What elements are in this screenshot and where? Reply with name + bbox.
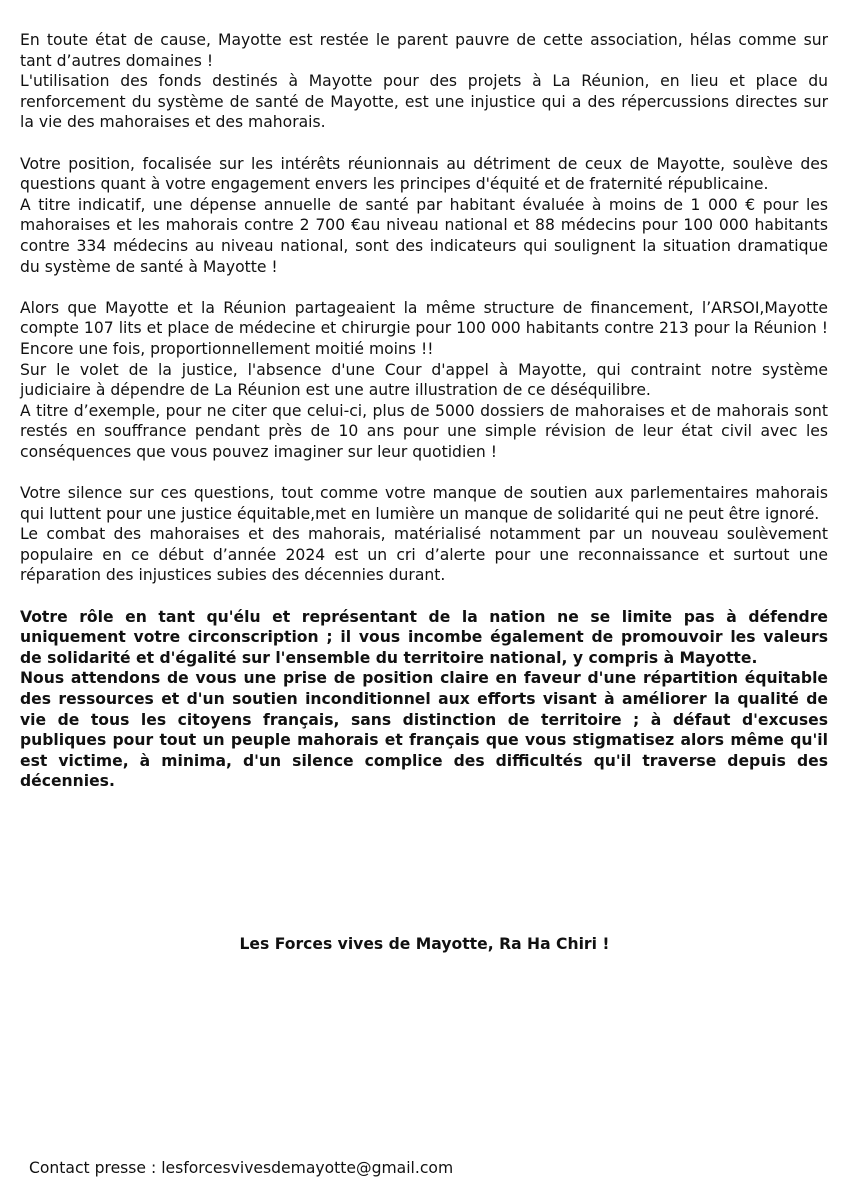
paragraph: A titre d’exemple, pour ne citer que celui-ci, plus de 5000 dossiers de mahoraises et de mahorais sont restés en souffrance pendant près de 10 ans pour une simple révision de leur état civil avec les conséquences que vous pouvez imaginer sur leur quotidien ! xyxy=(20,401,828,461)
paragraph: Votre silence sur ces questions, tout comme votre manque de soutien aux parlementaires mahorais qui luttent pour une justice équitable,met en lumière un manque de solidarité qui ne peut être ignoré. xyxy=(20,484,828,523)
bold-conclusion xyxy=(20,607,828,792)
paragraph: Votre position, focalisée sur les intérêts réunionnais au détriment de ceux de Mayotte, soulève des questions quant à votre engagement envers les principes d'équité et de fraternité républicaine. xyxy=(20,154,828,194)
paragraph-gap xyxy=(20,277,828,298)
paragraph-gap xyxy=(20,133,828,154)
paragraph-gap xyxy=(20,462,828,483)
paragraph: En toute état de cause, Mayotte est restée le parent pauvre de cette association, hélas comme sur tant d’autres domaines ! xyxy=(20,31,828,70)
signature: Les Forces vives de Mayotte, Ra Ha Chiri ! xyxy=(239,935,610,953)
paragraph: L'utilisation des fonds destinés à Mayotte pour des projets à La Réunion, en lieu et place du renforcement du système de santé de Mayotte, est une injustice qui a des répercussions directes sur la vie des mahoraises et des mahorais. xyxy=(20,72,828,132)
paragraph: Le combat des mahoraises et des mahorais, matérialisé notamment par un nouveau soulèvement populaire en ce début d’année 2024 est un cri d’alerte pour une reconnaissance et surtout une réparation des injustices subies des décennies durant. xyxy=(20,525,828,585)
paragraph: Sur le volet de la justice, l'absence d'une Cour d'appel à Mayotte, qui contraint notre système judiciaire à dépendre de La Réunion est une autre illustration de ce déséquilibre. xyxy=(20,360,828,400)
paragraph-gap xyxy=(20,586,828,607)
letter-body xyxy=(20,30,828,792)
paragraph: A titre indicatif, une dépense annuelle de santé par habitant évaluée à moins de 1 000 € pour les mahoraises et les mahorais contre 2 700 €au niveau national et 88 médecins pour 100 000 habitants contre 334 médecins au niveau national, sont des indicateurs qui soulignent la situation dramatique du système de santé à Mayotte ! xyxy=(20,195,828,276)
bold-paragraph: Nous attendons de vous une prise de position claire en faveur d'une répartition équitable des ressources et d'un soutien inconditionnel aux efforts visant à améliorer la qualité de vie de tous les citoyens français, sans distinction de territoire ; à défaut d'excuses publiques pour tout un peuple mahorais et français que vous stigmatisez alors même qu'il est victime, à minima, d'un silence complice des difficultés qu'il traverse depuis des décennies. xyxy=(20,669,828,791)
paragraph: Alors que Mayotte et la Réunion partageaient la même structure de financement, l’ARSOI,Mayotte compte 107 lits et place de médecine et chirurgie pour 100 000 habitants contre 213 pour la Réunion ! Encore une fois, proportionnellement moitié moins !! xyxy=(20,298,828,358)
press-contact: Contact presse : lesforcesvivesdemayotte@gmail.com xyxy=(29,1159,454,1177)
bold-paragraph: Votre rôle en tant qu'élu et représentant de la nation ne se limite pas à défendre uniquement votre circonscription ; il vous incombe également de promouvoir les valeurs de solidarité et d'égalité sur l'ensemble du territoire national, y compris à Mayotte. xyxy=(20,607,828,667)
